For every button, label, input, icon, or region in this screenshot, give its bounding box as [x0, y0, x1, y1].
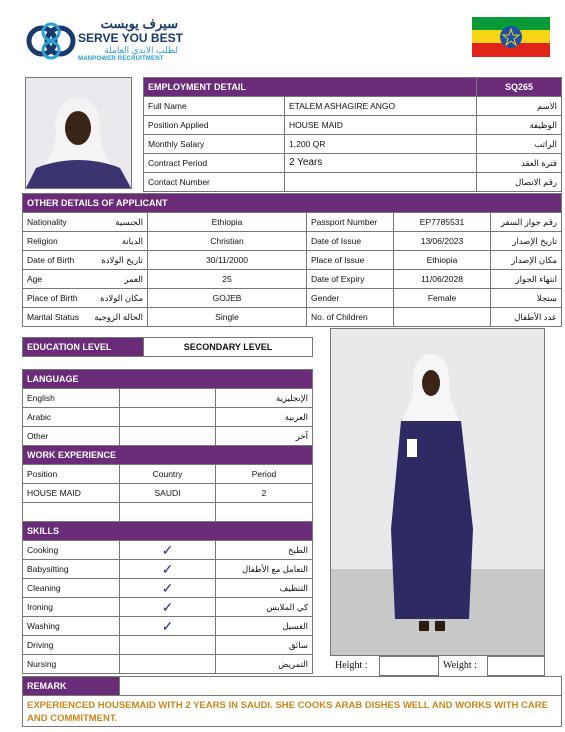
table-row [23, 289, 562, 308]
skill-label: Driving [23, 636, 120, 655]
full-name-value: ETALEM ASHAGIRE ANGO [285, 97, 477, 116]
check-icon: ✓ [161, 561, 174, 577]
label: Contact Number [144, 173, 285, 192]
table-row [23, 579, 313, 598]
field-value: 30/11/2000 [148, 251, 307, 270]
table-row [23, 636, 313, 655]
col-header: Period [216, 465, 313, 484]
skill-label: Washing [23, 617, 120, 636]
field-label: Date of Expiry [307, 270, 394, 289]
table-row [23, 465, 313, 484]
applicant-title: OTHER DETAILS OF APPLICANT [23, 194, 562, 213]
skill-check [120, 541, 216, 560]
skill-check [120, 617, 216, 636]
reference-number: SQ265 [477, 78, 562, 97]
language-label-ar: آخر [216, 427, 313, 446]
logo-arabic-name: سيرف يوبست [100, 16, 178, 31]
table-row [23, 484, 313, 503]
language-label-ar: العربية [216, 408, 313, 427]
work-cell: SAUDI [120, 484, 216, 503]
field-label: Date of Birth [23, 251, 90, 270]
field-value: Ethiopia [394, 251, 491, 270]
table-row [23, 598, 313, 617]
field-label-ar: مكان الولادة [89, 289, 148, 308]
height-label: Height : [335, 660, 368, 671]
skill-label: Ironing [23, 598, 120, 617]
field-label: Marital Status [23, 308, 90, 327]
skill-label-ar: التمريض [216, 655, 313, 674]
field-value [394, 308, 491, 327]
label-ar: الراتب [477, 135, 562, 154]
remark-title: REMARK [23, 677, 120, 696]
language-title: LANGUAGE [23, 370, 313, 389]
applicant-portrait-photo [25, 77, 132, 189]
position-value: HOUSE MAID [285, 116, 477, 135]
skill-label: Babysitting [23, 560, 120, 579]
field-label: Gender [307, 289, 394, 308]
table-row [23, 655, 313, 674]
field-label-ar: العمر [89, 270, 148, 289]
field-value: Ethiopia [148, 213, 307, 232]
label-ar: فترة العقد [477, 154, 562, 173]
field-label: Nationality [23, 213, 90, 232]
col-header: Country [120, 465, 216, 484]
table-row [23, 408, 313, 427]
education-label: EDUCATION LEVEL [23, 338, 144, 357]
field-value: EP7785531 [394, 213, 491, 232]
skill-check [120, 655, 216, 674]
field-label-ar: انتهاء الجواز [491, 270, 562, 289]
work-cell: HOUSE MAID [23, 484, 120, 503]
label: Position Applied [144, 116, 285, 135]
weight-label: Weight : [443, 660, 477, 671]
field-value: 11/06/2028 [394, 270, 491, 289]
check-icon: ✓ [161, 542, 174, 558]
employment-title: EMPLOYMENT DETAIL [144, 78, 477, 97]
skill-label: Nursing [23, 655, 120, 674]
language-label: Other [23, 427, 120, 446]
field-label-ar: تاريخ الإصدار [491, 232, 562, 251]
table-row [23, 541, 313, 560]
language-level [120, 408, 216, 427]
skill-label-ar: التعامل مع الأطفال [216, 560, 313, 579]
field-value: Christian [148, 232, 307, 251]
table-row [144, 116, 562, 135]
skills-table [22, 369, 313, 674]
knot-logo-icon [26, 18, 76, 64]
table-row [23, 232, 562, 251]
work-cell [216, 503, 313, 522]
field-label: Place of Birth [23, 289, 90, 308]
field-label-ar: رقم جواز السفر [491, 213, 562, 232]
education-value: SECONDARY LEVEL [144, 338, 313, 357]
check-icon: ✓ [161, 599, 174, 615]
check-icon: ✓ [161, 618, 174, 634]
employment-detail-table [143, 77, 562, 192]
table-row [23, 560, 313, 579]
measurements-table [331, 656, 545, 676]
field-label-ar: سنجلا [491, 289, 562, 308]
table-row [23, 503, 313, 522]
skill-check [120, 560, 216, 579]
contact-value [285, 173, 477, 192]
label-ar: الاسم [477, 97, 562, 116]
table-row [144, 135, 562, 154]
height-value [380, 657, 439, 676]
language-label: Arabic [23, 408, 120, 427]
skill-label-ar: الغسيل [216, 617, 313, 636]
skill-check [120, 579, 216, 598]
table-row [144, 173, 562, 192]
field-value: 13/06/2023 [394, 232, 491, 251]
ethiopia-flag-icon [472, 17, 550, 57]
language-label-ar: الإنجليزية [216, 389, 313, 408]
weight-value [488, 657, 545, 676]
work-cell [120, 503, 216, 522]
table-row [23, 427, 313, 446]
remark-table [22, 676, 562, 727]
logo-tagline: MANPOWER RECRUITMENT [78, 56, 164, 62]
logo-english-name: SERVE YOU BEST [78, 31, 183, 45]
skill-label: Cooking [23, 541, 120, 560]
table-row [23, 617, 313, 636]
skill-check [120, 598, 216, 617]
work-title: WORK EXPERIENCE [23, 446, 313, 465]
skill-label: Cleaning [23, 579, 120, 598]
label-ar: رقم الاتصال [477, 173, 562, 192]
table-row [23, 251, 562, 270]
skills-title: SKILLS [23, 522, 313, 541]
table-row [23, 213, 562, 232]
field-label-ar: مكان الإصدار [491, 251, 562, 270]
language-level [120, 427, 216, 446]
skill-label-ar: كي الملابس [216, 598, 313, 617]
salary-value: 1,200 QR [285, 135, 477, 154]
applicant-details-table [22, 193, 562, 327]
applicant-full-photo [330, 328, 545, 656]
language-level [120, 389, 216, 408]
work-cell: 2 [216, 484, 313, 503]
label: Full Name [144, 97, 285, 116]
table-row [23, 389, 313, 408]
work-cell [23, 503, 120, 522]
contract-value: 2 Years [285, 154, 477, 173]
skill-label-ar: الطبخ [216, 541, 313, 560]
agency-logo [26, 16, 186, 66]
remark-text: EXPERIENCED HOUSEMAID WITH 2 YEARS IN SAUDI. SHE COOKS ARAB DISHES WELL AND WORKS WITH CARE AND COMMITMENT. [23, 696, 562, 727]
table-row [23, 270, 562, 289]
field-label-ar: تاريخ الولادة [89, 251, 148, 270]
field-label: Passport Number [307, 213, 394, 232]
field-value: Female [394, 289, 491, 308]
field-label-ar: الحالة الزوجية [89, 308, 148, 327]
field-label-ar: الديانة [89, 232, 148, 251]
logo-arabic-tagline: لطلب الايدي العاملة [104, 45, 178, 55]
field-label: Religion [23, 232, 90, 251]
check-icon: ✓ [161, 580, 174, 596]
field-value: GOJEB [148, 289, 307, 308]
label: Monthly Salary [144, 135, 285, 154]
table-row [144, 154, 562, 173]
table-row [144, 97, 562, 116]
skill-label-ar: التنظيف [216, 579, 313, 598]
label: Contract Period [144, 154, 285, 173]
field-label-ar: عدد الأطفال [491, 308, 562, 327]
skill-check [120, 636, 216, 655]
field-label: Age [23, 270, 90, 289]
table-row [23, 308, 562, 327]
field-label: No. of Children [307, 308, 394, 327]
language-label: English [23, 389, 120, 408]
field-label: Place of Issue [307, 251, 394, 270]
skill-label-ar: سائق [216, 636, 313, 655]
field-value: 25 [148, 270, 307, 289]
field-label-ar: الجنسية [89, 213, 148, 232]
field-label: Date of Issue [307, 232, 394, 251]
col-header: Position [23, 465, 120, 484]
education-table [22, 337, 313, 357]
field-value: Single [148, 308, 307, 327]
label-ar: الوظيفة [477, 116, 562, 135]
